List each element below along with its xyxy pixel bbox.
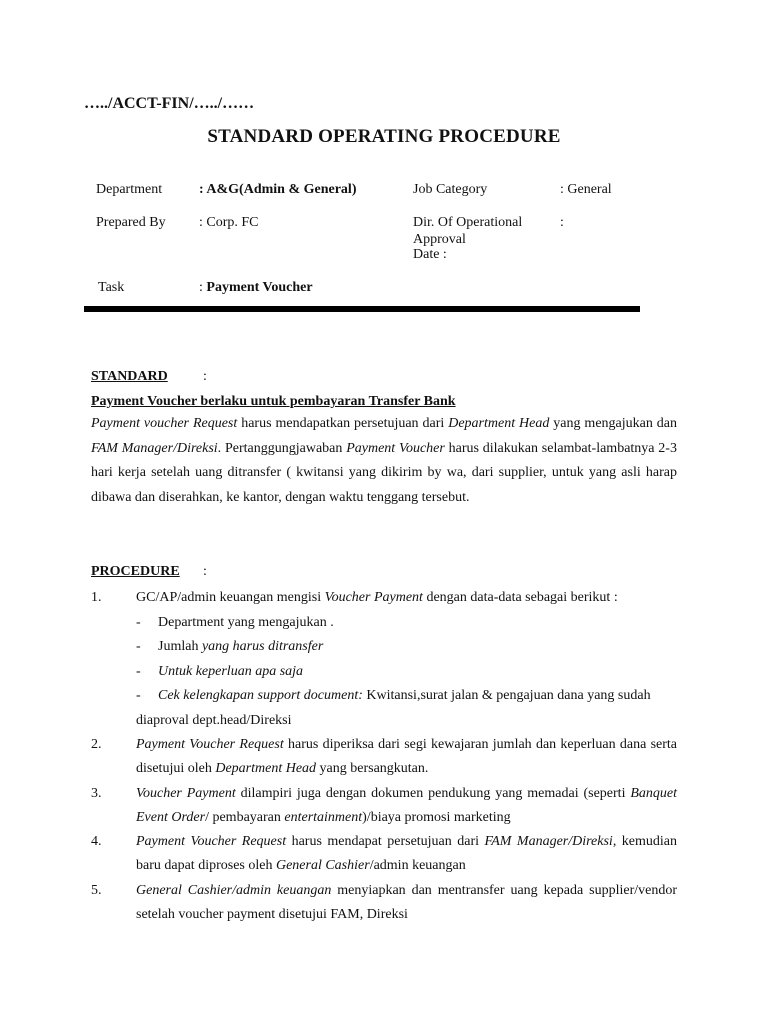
task-value-prefix: : xyxy=(199,280,207,295)
standard-term: Payment voucher Request xyxy=(91,416,238,431)
header-divider xyxy=(84,306,640,312)
subitem-text: Jumlah xyxy=(158,639,202,654)
job-category-label: Job Category xyxy=(413,182,488,197)
procedure-item-1-number: 1. xyxy=(91,590,102,605)
prepared-by-label: Prepared By xyxy=(96,215,166,230)
approval-label-line-1: Dir. Of Operational xyxy=(413,215,523,230)
item-text-part: /admin keuangan xyxy=(369,858,466,873)
approval-label-line-3: Date : xyxy=(413,247,447,262)
standard-subheading: Payment Voucher berlaku untuk pembayaran Transfer Bank xyxy=(91,394,456,409)
item-text-part: GC/AP/admin keuangan mengisi xyxy=(136,590,325,605)
standard-text: yang mengajukan dan xyxy=(549,416,677,431)
subitem-term: Cek kelengkapan support document: xyxy=(158,688,363,703)
item-text-part: / pembayaran xyxy=(205,810,285,825)
procedure-colon: : xyxy=(203,564,207,579)
procedure-subitem-4-continued: diaproval dept.head/Direksi xyxy=(136,713,292,728)
subitem-term: yang harus ditransfer xyxy=(201,639,324,654)
standard-text: harus dilakukan selambat-lambatnya 2-3 hari kerja setelah uang ditransfer ( kwitansi yang dikirim by wa, dari supplier, untuk yang asli harap dibawa dan diserahkan, ke kantor, dengan waktu tenggang tersebut. xyxy=(91,440,677,505)
procedure-item-2-text xyxy=(136,733,677,781)
item-term: General Cashier/admin keuangan xyxy=(136,883,332,898)
standard-term: Department Head xyxy=(448,416,550,431)
procedure-heading: PROCEDURE xyxy=(91,564,180,579)
standard-heading: STANDARD xyxy=(91,369,168,384)
procedure-item-1-text xyxy=(136,586,677,610)
item-term: entertainment xyxy=(284,810,363,825)
item-term: Banquet Event Order xyxy=(136,786,678,825)
task-value-text: Payment Voucher xyxy=(206,280,313,295)
subitem-text: Department yang mengajukan . xyxy=(158,615,334,630)
document-title: STANDARD OPERATING PROCEDURE xyxy=(207,126,561,147)
standard-text: harus mendapatkan persetujuan dari xyxy=(237,416,449,431)
item-term: Department Head xyxy=(215,761,317,776)
job-category-value: : General xyxy=(560,182,612,197)
procedure-subitem-1 xyxy=(136,611,677,635)
item-text-part: harus mendapat persetujuan dari xyxy=(286,834,485,849)
standard-text: . Pertanggungjawaban xyxy=(217,440,347,456)
approval-label-line-2: Approval xyxy=(413,232,466,247)
item-text-part: , kemudian baru dapat diproses oleh xyxy=(136,834,677,873)
item-text-part: harus diperiksa dari segi kewajaran jumlah dan keperluan dana serta disetujui oleh xyxy=(136,737,677,776)
prepared-by-value: : Corp. FC xyxy=(199,215,259,230)
dash-bullet: - xyxy=(136,664,141,679)
procedure-subitem-2 xyxy=(136,635,677,659)
procedure-subitem-4 xyxy=(136,684,677,708)
procedure-item-5-text xyxy=(136,879,677,927)
standard-colon: : xyxy=(203,369,207,384)
task-value xyxy=(199,279,313,296)
procedure-item-3-number: 3. xyxy=(91,786,102,801)
item-text-part: dengan data-data sebagai berikut : xyxy=(422,590,618,605)
procedure-item-4-text xyxy=(136,830,677,878)
dash-bullet: - xyxy=(136,688,141,703)
item-term: General Cashier xyxy=(275,858,370,873)
item-text-part: menyiapkan dan mentransfer uang kepada supplier/vendor setelah voucher payment disetujui FAM, Direksi xyxy=(136,883,677,922)
standard-term: FAM Manager/Direksi xyxy=(91,440,218,456)
item-term: FAM Manager/Direksi xyxy=(484,834,613,849)
item-text-part: yang bersangkutan. xyxy=(316,761,429,776)
procedure-item-5-number: 5. xyxy=(91,883,102,898)
dash-bullet: - xyxy=(136,639,141,654)
department-label: Department xyxy=(96,182,163,197)
procedure-item-4-number: 4. xyxy=(91,834,102,849)
item-term: Voucher Payment xyxy=(136,786,236,801)
procedure-subitem-3 xyxy=(136,660,677,684)
document-code: …../ACCT-FIN/…../…… xyxy=(84,95,255,112)
subitem-text: Kwitansi,surat jalan & pengajuan dana yang sudah xyxy=(362,688,651,703)
standard-term: Payment Voucher xyxy=(346,440,445,456)
procedure-item-2-number: 2. xyxy=(91,737,102,752)
department-value: : A&G(Admin & General) xyxy=(199,182,357,197)
subitem-term: Untuk keperluan apa saja xyxy=(158,664,304,679)
item-term: Payment Voucher Request xyxy=(136,834,287,849)
standard-paragraph xyxy=(91,412,677,510)
approval-value: : xyxy=(560,215,564,230)
procedure-item-3-text xyxy=(136,782,677,830)
item-text-part: )/biaya promosi marketing xyxy=(362,810,511,825)
item-term: Payment Voucher Request xyxy=(136,737,284,752)
item-term: Voucher Payment xyxy=(324,590,423,605)
dash-bullet: - xyxy=(136,615,141,630)
item-text-part: dilampiri juga dengan dokumen pendukung yang memadai (seperti xyxy=(235,786,631,801)
task-label: Task xyxy=(98,280,125,295)
